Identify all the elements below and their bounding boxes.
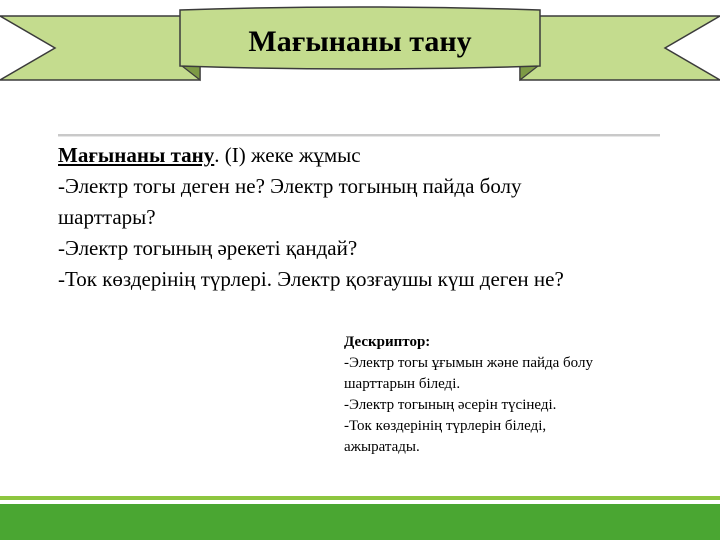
descriptor-line: -Электр тогының әсерін түсінеді. [344,397,557,413]
descriptor-heading: Дескриптор: [344,334,431,350]
task-heading-rest: . (I) жеке жұмыс [214,143,361,167]
task-text [58,140,678,295]
descriptor-box [344,332,664,458]
divider [58,134,660,137]
descriptor-line: ажыратады. [344,439,420,455]
task-line: шарттары? [58,205,156,229]
descriptor-line: шарттарын біледі. [344,376,461,392]
task-heading [58,140,678,171]
task-line: -Ток көздерінің түрлері. Электр қозғаушы күш деген не? [58,267,564,291]
ribbon-left-tail [0,16,200,80]
descriptor-line: -Электр тогы ұғымын және пайда болу [344,355,593,371]
footer-bar [0,496,720,540]
footer-stripe [0,496,720,500]
ribbon-right-tail [520,16,720,80]
task-heading-bold: Мағынаны тану [58,143,215,167]
task-line: -Электр тогының әрекеті қандай? [58,236,358,260]
page-title: Мағынаны тану [248,25,472,58]
descriptor-line: -Ток көздерінің түрлерін біледі, [344,418,547,434]
footer-band [0,504,720,540]
task-line: -Электр тогы деген не? Электр тогының пайда болу [58,174,522,198]
